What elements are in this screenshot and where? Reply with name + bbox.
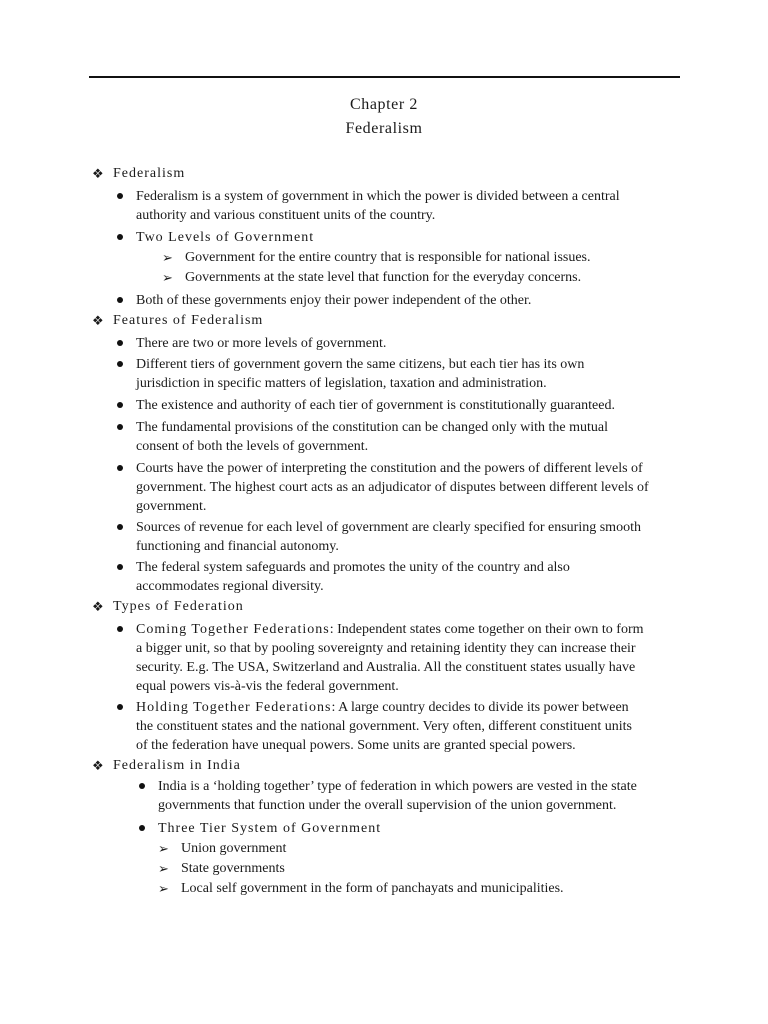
arrow-bullet-icon: ➢ (162, 250, 173, 265)
list-item-cont: a bigger unit, so that by pooling sovereignty and retaining identity they can increase their (136, 641, 636, 656)
bullet-icon (117, 340, 123, 346)
term-definition: : Independent states come together on their own to form (329, 622, 644, 637)
diamond-bullet-icon: ❖ (92, 166, 104, 181)
top-rule (89, 76, 680, 78)
list-item: The fundamental provisions of the constitution can be changed only with the mutual (136, 420, 609, 435)
list-item-cont: of the federation have unequal powers. Some units are granted special powers. (136, 738, 576, 753)
term-label: Coming Together Federations (136, 622, 330, 637)
list-item: Both of these governments enjoy their power independent of the other. (136, 293, 532, 308)
section-heading: Features of Federalism (113, 313, 264, 328)
section-heading: Federalism (113, 166, 186, 181)
bullet-icon (117, 564, 123, 570)
subheading: Three Tier System of Government (158, 821, 382, 836)
list-item-cont: equal powers vis-à-vis the federal government. (136, 679, 399, 694)
bullet-icon (117, 424, 123, 430)
list-item: Governments at the state level that function for the everyday concerns. (185, 270, 582, 285)
list-item-cont: functioning and financial autonomy. (136, 539, 339, 554)
diamond-bullet-icon: ❖ (92, 758, 104, 773)
term-label: Holding Together Federations (136, 700, 332, 715)
bullet-icon (117, 524, 123, 530)
section-heading: Federalism in India (113, 758, 241, 773)
list-item (136, 698, 629, 717)
list-item: There are two or more levels of government. (136, 336, 387, 351)
bullet-icon (117, 704, 123, 710)
bullet-icon (117, 402, 123, 408)
bullet-icon (117, 361, 123, 367)
list-item: India is a ‘holding together’ type of federation in which powers are vested in the state (158, 779, 637, 794)
list-item-cont: governments that function under the overall supervision of the union government. (158, 798, 617, 813)
diamond-bullet-icon: ❖ (92, 313, 104, 328)
bullet-icon (117, 234, 123, 240)
list-item: Sources of revenue for each level of government are clearly specified for ensuring smooth (136, 520, 641, 535)
chapter-title: Federalism (345, 120, 423, 137)
list-item: Union government (181, 841, 287, 856)
arrow-bullet-icon: ➢ (158, 881, 169, 896)
arrow-bullet-icon: ➢ (158, 841, 169, 856)
list-item-cont: government. The highest court acts as an adjudicator of disputes between different levels of (136, 480, 649, 495)
list-item: The existence and authority of each tier of government is constitutionally guaranteed. (136, 398, 615, 413)
list-item (136, 620, 644, 639)
list-item-cont: government. (136, 499, 207, 514)
list-item-cont: the constituent states and the national government. Very often, different constituent units (136, 719, 632, 734)
list-item: State governments (181, 861, 285, 876)
list-item: Courts have the power of interpreting the constitution and the powers of different levels of (136, 461, 643, 476)
subheading: Two Levels of Government (136, 230, 315, 245)
list-item-cont: authority and various constituent units of the country. (136, 208, 436, 223)
arrow-bullet-icon: ➢ (162, 270, 173, 285)
term-definition: : A large country decides to divide its power between (331, 700, 629, 715)
chapter-number: Chapter 2 (349, 96, 419, 113)
list-item-cont: consent of both the levels of government. (136, 439, 369, 454)
section-heading: Types of Federation (113, 599, 244, 614)
list-item: Different tiers of government govern the same citizens, but each tier has its own (136, 357, 585, 372)
list-item: Government for the entire country that is responsible for national issues. (185, 250, 591, 265)
diamond-bullet-icon: ❖ (92, 599, 104, 614)
list-item: Local self government in the form of panchayats and municipalities. (181, 881, 564, 896)
bullet-icon (139, 783, 145, 789)
list-item-cont: jurisdiction in specific matters of legislation, taxation and administration. (136, 376, 547, 391)
bullet-icon (139, 825, 145, 831)
bullet-icon (117, 465, 123, 471)
list-item: The federal system safeguards and promotes the unity of the country and also (136, 560, 570, 575)
list-item-cont: accommodates regional diversity. (136, 579, 324, 594)
bullet-icon (117, 297, 123, 303)
bullet-icon (117, 193, 123, 199)
list-item-cont: security. E.g. The USA, Switzerland and Australia. All the constituent states usually have (136, 660, 636, 675)
list-item: Federalism is a system of government in which the power is divided between a central (136, 189, 620, 204)
arrow-bullet-icon: ➢ (158, 861, 169, 876)
bullet-icon (117, 626, 123, 632)
